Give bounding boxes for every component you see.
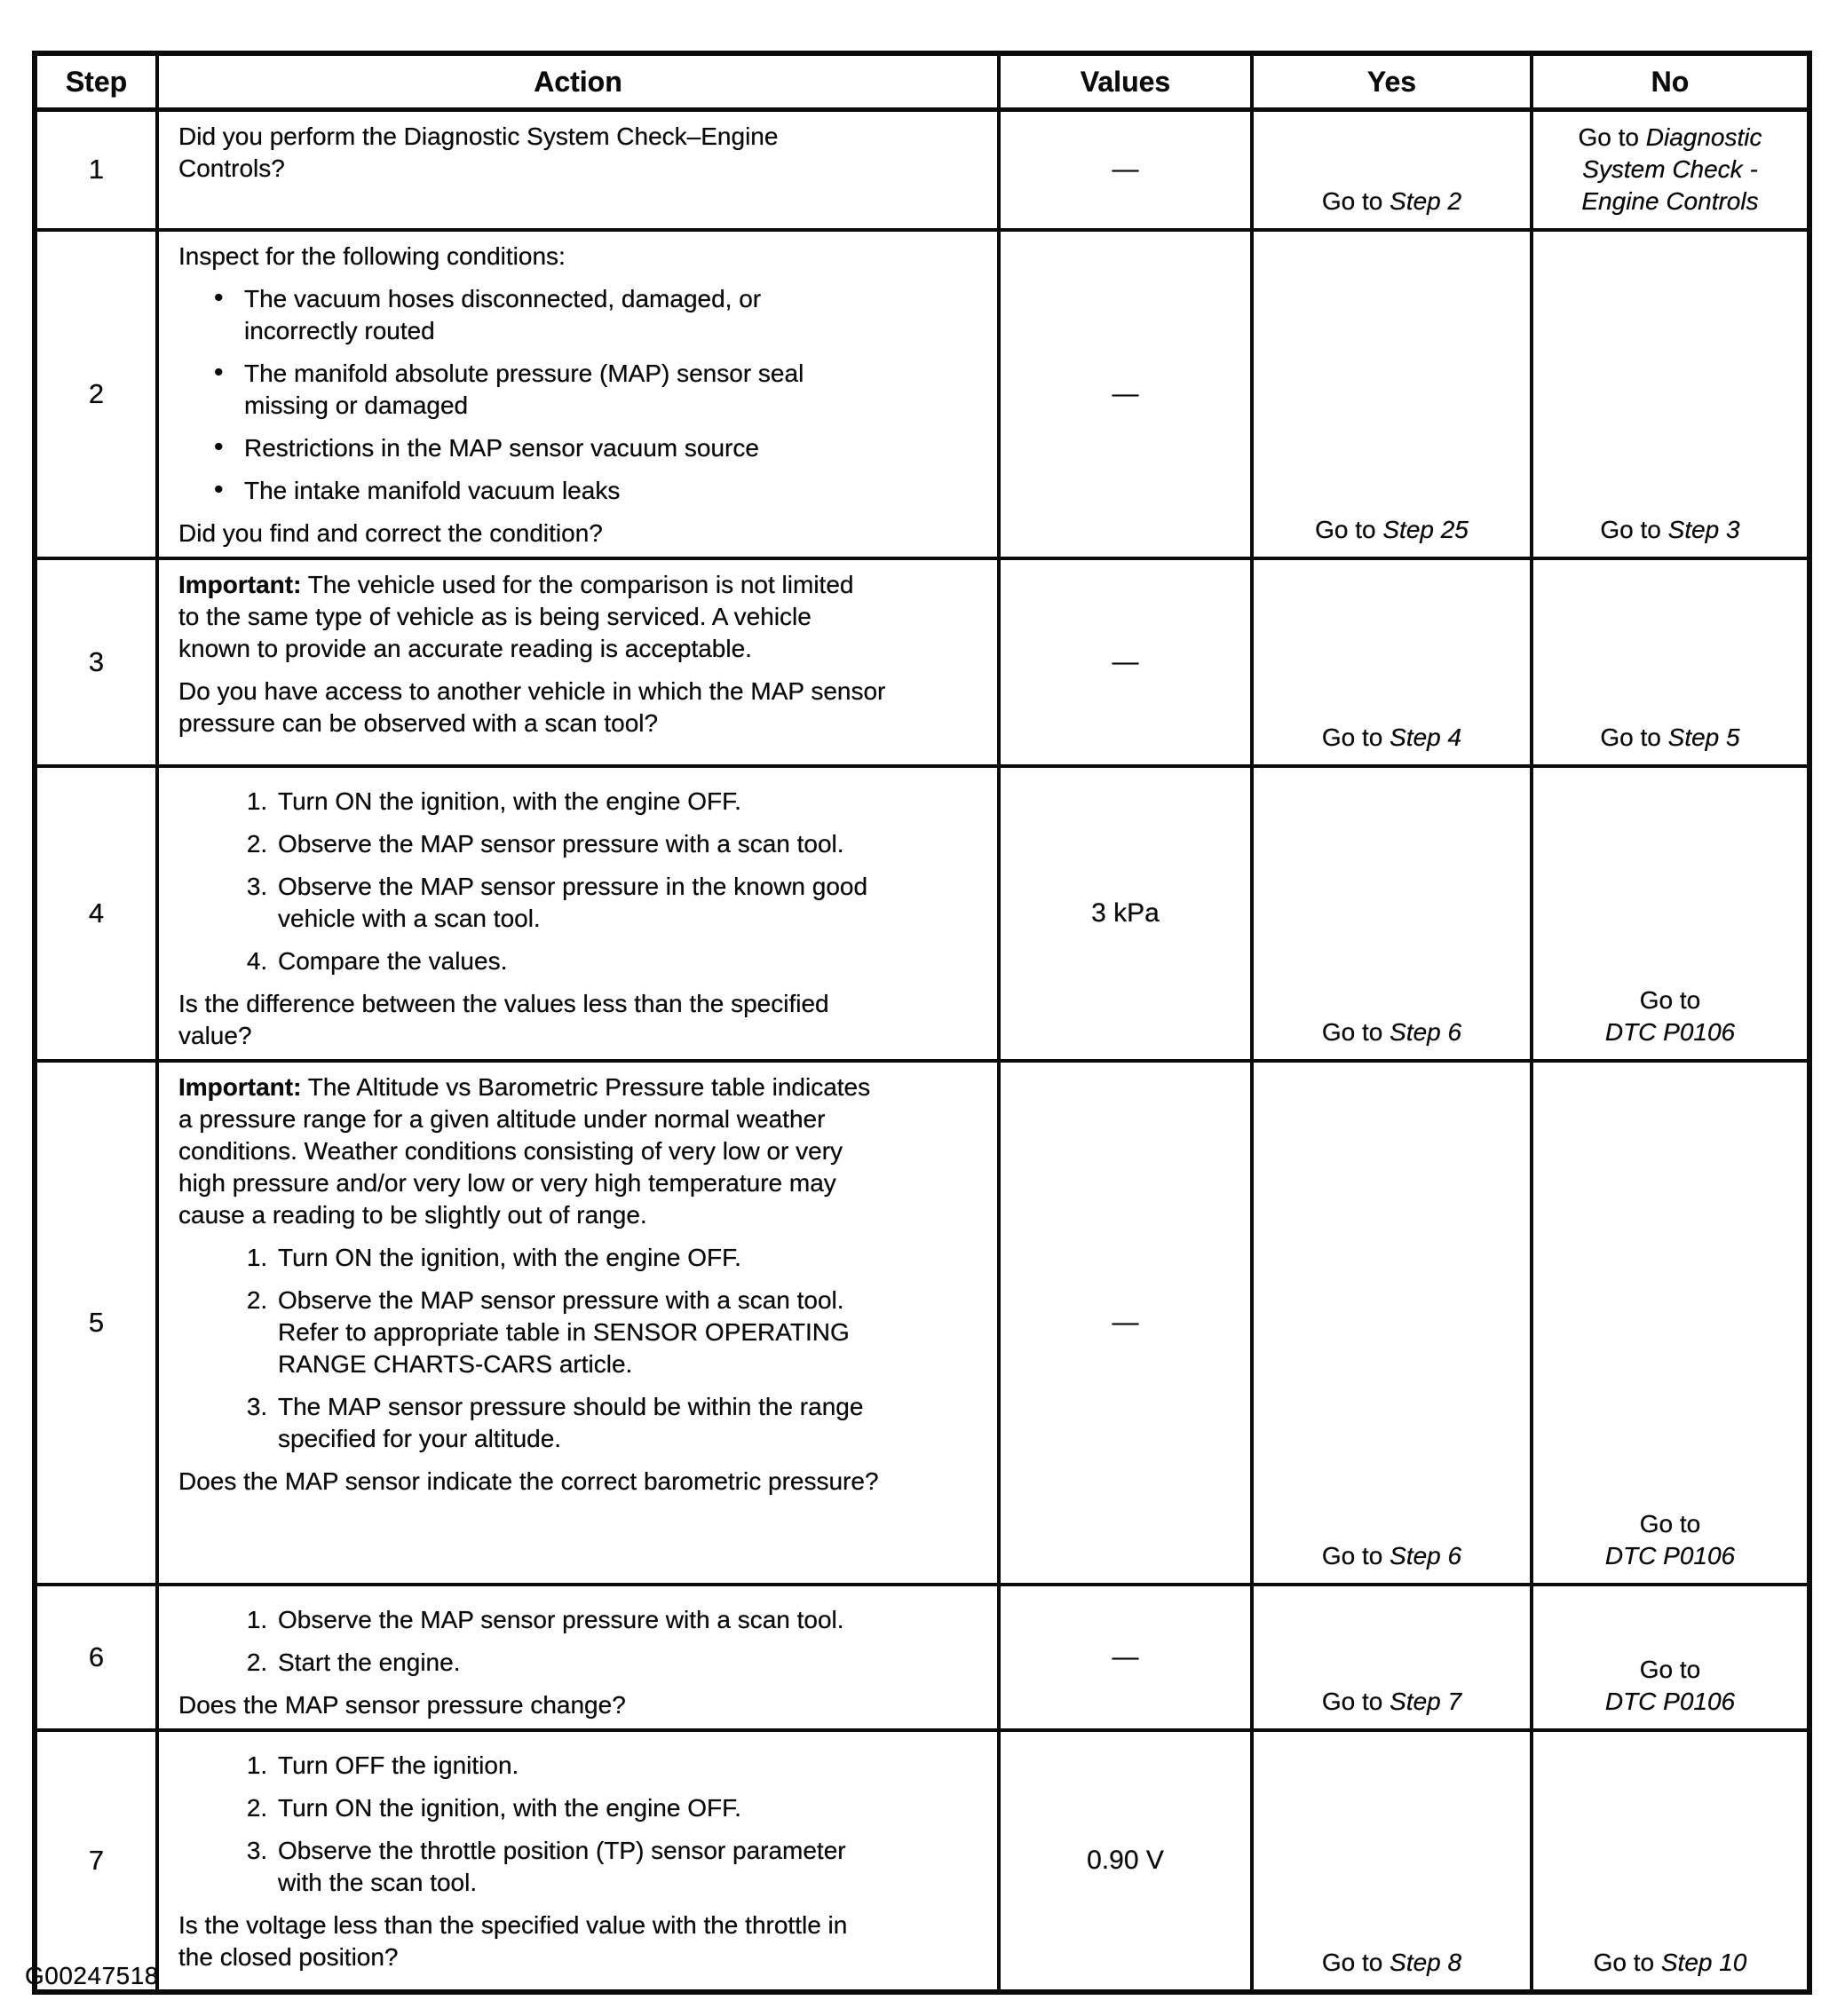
goto-prefix: Go to (1600, 723, 1661, 751)
goto-prefix: Go to (1321, 1541, 1383, 1569)
no-cell (1532, 766, 1809, 1061)
figure-id: G00247518 (25, 1962, 159, 1989)
step-number: 4 (35, 766, 157, 1061)
list-item: 2. Observe the MAP sensor pressure with a scan tool. (274, 828, 891, 860)
list-item: • The manifold absolute pressure (MAP) sensor seal missing or damaged (212, 358, 866, 422)
goto-target: Step 10 (1660, 1948, 1747, 1976)
values-cell: — (999, 1585, 1252, 1730)
goto-target: Step 6 (1390, 1017, 1462, 1046)
procedure-list (235, 1604, 986, 1679)
action-cell (157, 230, 999, 558)
list-item: • The intake manifold vacuum leaks (212, 475, 866, 507)
action-question: Is the difference between the values less than the specified value? (178, 989, 829, 1049)
goto-target: Step 4 (1390, 723, 1462, 751)
goto-prefix: Go to (1639, 1655, 1701, 1683)
goto-prefix: Go to (1321, 186, 1383, 215)
no-cell (1532, 1061, 1809, 1585)
list-item: 2. Observe the MAP sensor pressure with a scan tool. Refer to appropriate table in SENSOR OPERATING RANGE CHARTS-CARS article. (274, 1285, 891, 1380)
condition-list (212, 283, 986, 507)
goto-prefix: Go to (1600, 515, 1661, 543)
goto-prefix: Go to (1578, 123, 1639, 151)
action-question: Do you have access to another vehicle in which the MAP sensor pressure can be observed with a scan tool? (178, 676, 886, 737)
important-text: The Altitude vs Barometric Pressure table indicates a pressure range for a given altitude under normal weather conditions. Weather conditions consisting of very low or very high pressure and/or very low or very high temperature may cause a reading to be slightly out of range. (178, 1072, 871, 1229)
list-item: • The vacuum hoses disconnected, damaged, or incorrectly routed (212, 283, 866, 347)
table-header-row (35, 53, 1809, 110)
procedure-list (235, 786, 986, 977)
step-number: 6 (35, 1585, 157, 1730)
action-cell (157, 1061, 999, 1585)
important-text: The vehicle used for the comparison is not limited to the same type of vehicle as is being serviced. A vehicle known to provide an accurate reading is acceptable. (178, 570, 854, 662)
yes-cell (1252, 1730, 1532, 1992)
table-row (35, 230, 1809, 558)
goto-target: DTC P0106 (1604, 1687, 1736, 1715)
important-label: Important: (178, 1072, 302, 1101)
col-header-no: No (1532, 53, 1809, 110)
table-row (35, 766, 1809, 1061)
step-number: 1 (35, 110, 157, 230)
no-cell (1532, 558, 1809, 766)
goto-target: DTC P0106 (1604, 1017, 1736, 1046)
goto-target: Step 25 (1382, 515, 1469, 543)
action-cell (157, 766, 999, 1061)
values-cell: — (999, 110, 1252, 230)
goto-prefix: Go to (1321, 723, 1383, 751)
col-header-step: Step (35, 53, 157, 110)
yes-cell (1252, 766, 1532, 1061)
yes-cell (1252, 230, 1532, 558)
list-item: 3. Observe the throttle position (TP) sensor parameter with the scan tool. (274, 1835, 891, 1899)
action-question: Is the voltage less than the specified value with the throttle in the closed position? (178, 1910, 848, 1971)
goto-target: Step 6 (1390, 1541, 1462, 1569)
list-item: • Restrictions in the MAP sensor vacuum source (212, 432, 866, 464)
col-header-action: Action (157, 53, 999, 110)
goto-prefix: Go to (1593, 1948, 1655, 1976)
goto-prefix: Go to (1639, 1509, 1701, 1538)
procedure-list (235, 1242, 986, 1455)
important-note (178, 1071, 871, 1231)
no-cell (1532, 230, 1809, 558)
list-item: 1. Turn ON the ignition, with the engine OFF. (274, 786, 891, 818)
list-item: 2. Turn ON the ignition, with the engine OFF. (274, 1792, 891, 1824)
goto-target: DTC P0106 (1604, 1541, 1736, 1569)
list-item: 1. Observe the MAP sensor pressure with a scan tool. (274, 1604, 891, 1636)
table-row (35, 110, 1809, 230)
col-header-values: Values (999, 53, 1252, 110)
action-question: Did you find and correct the condition? (178, 518, 603, 547)
goto-target: Step 5 (1667, 723, 1740, 751)
no-cell (1532, 110, 1809, 230)
action-cell (157, 1585, 999, 1730)
values-cell: 0.90 V (999, 1730, 1252, 1992)
yes-cell (1252, 1061, 1532, 1585)
col-header-yes: Yes (1252, 53, 1532, 110)
important-label: Important: (178, 570, 302, 598)
list-item: 4. Compare the values. (274, 945, 891, 977)
table-row (35, 1061, 1809, 1585)
step-number: 7 (35, 1730, 157, 1992)
important-note (178, 569, 871, 665)
table-row (35, 1730, 1809, 1992)
list-item: 3. Observe the MAP sensor pressure in the known good vehicle with a scan tool. (274, 871, 891, 935)
action-cell (157, 1730, 999, 1992)
values-cell: 3 kPa (999, 766, 1252, 1061)
goto-target: Step 2 (1390, 186, 1462, 215)
goto-target: Step 8 (1390, 1948, 1462, 1976)
yes-cell (1252, 558, 1532, 766)
no-cell (1532, 1585, 1809, 1730)
action-question: Does the MAP sensor pressure change? (178, 1690, 626, 1719)
action-question: Does the MAP sensor indicate the correct barometric pressure? (178, 1467, 879, 1495)
goto-prefix: Go to (1321, 1687, 1383, 1715)
action-question: Did you perform the Diagnostic System Check–Engine Controls? (178, 123, 779, 182)
values-cell: — (999, 1061, 1252, 1585)
list-item: 2. Start the engine. (274, 1647, 891, 1679)
goto-prefix: Go to (1639, 985, 1701, 1014)
goto-target: Diagnostic System Check - Engine Controls (1581, 123, 1762, 215)
procedure-list (235, 1750, 986, 1899)
yes-cell (1252, 110, 1532, 230)
yes-cell (1252, 1585, 1532, 1730)
step-number: 5 (35, 1061, 157, 1585)
list-item: 1. Turn ON the ignition, with the engine OFF. (274, 1242, 891, 1274)
action-intro: Inspect for the following conditions: (178, 241, 566, 270)
goto-prefix: Go to (1315, 515, 1376, 543)
goto-target: Step 3 (1667, 515, 1740, 543)
goto-target: Step 7 (1390, 1687, 1462, 1715)
values-cell: — (999, 558, 1252, 766)
list-item: 3. The MAP sensor pressure should be within the range specified for your altitude. (274, 1391, 891, 1455)
goto-prefix: Go to (1321, 1948, 1383, 1976)
diagnostic-table (32, 51, 1812, 1995)
action-cell (157, 110, 999, 230)
goto-prefix: Go to (1321, 1017, 1383, 1046)
table-row (35, 1585, 1809, 1730)
no-cell (1532, 1730, 1809, 1992)
step-number: 2 (35, 230, 157, 558)
step-number: 3 (35, 558, 157, 766)
table-row (35, 558, 1809, 766)
action-cell (157, 558, 999, 766)
list-item: 1. Turn OFF the ignition. (274, 1750, 891, 1782)
values-cell: — (999, 230, 1252, 558)
